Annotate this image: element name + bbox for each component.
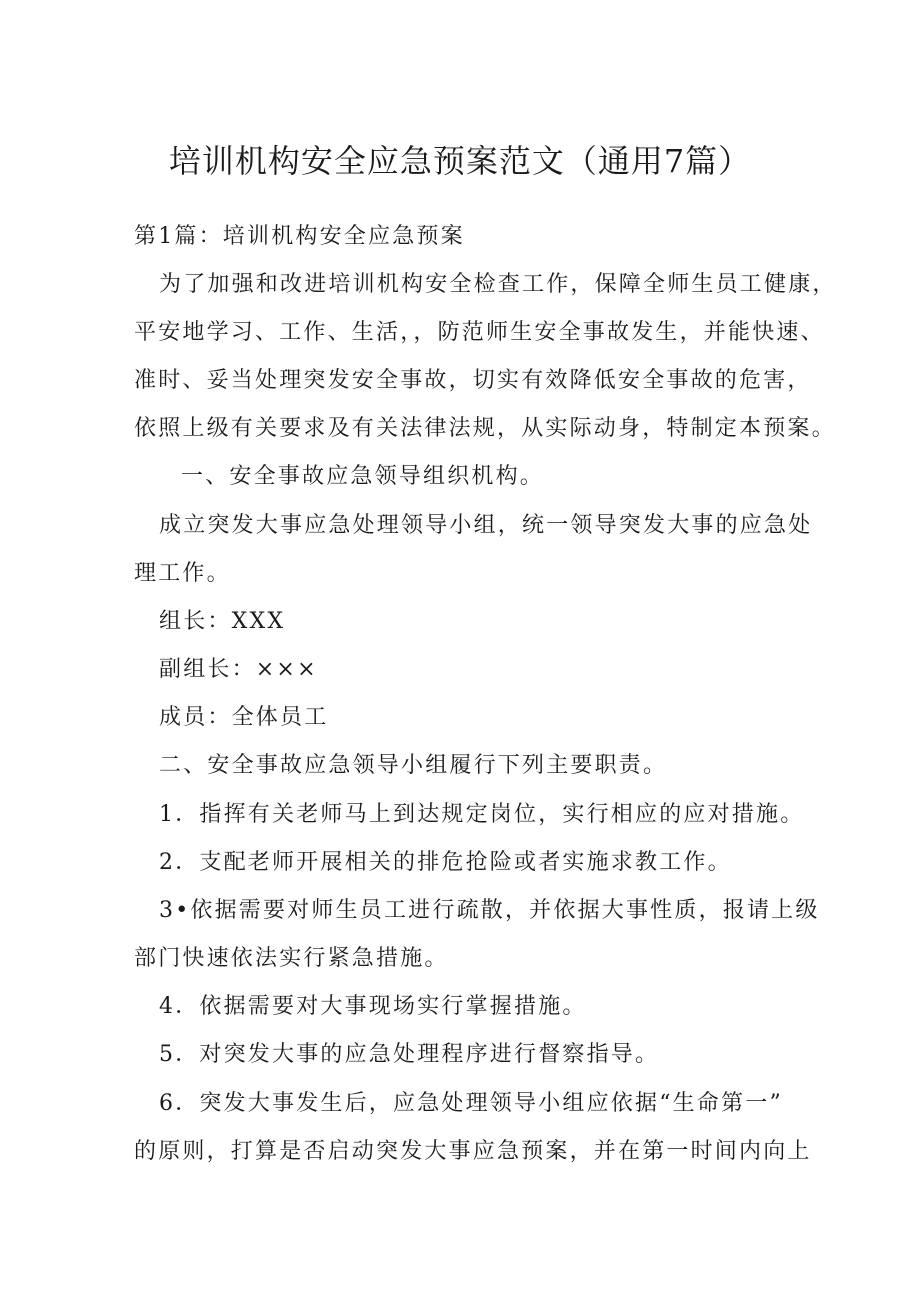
paragraph-line: 平安地学习、工作、生活，，防范师生安全事故发生，并能快速、 — [134, 320, 825, 345]
paragraph-line: 为了加强和改进培训机构安全检查工作，保障全师生员工健康， — [159, 272, 837, 297]
list-item: 4．依据需要对大事现场实行掌握措施。 — [159, 994, 587, 1019]
list-item-continuation: 部门快速依法实行紧急措施。 — [134, 946, 449, 971]
paragraph-line: 理工作。 — [134, 561, 231, 586]
document-title: 培训机构安全应急预案范文（通用7篇） — [168, 142, 752, 180]
subsection-heading-1: 一、安全事故应急领导组织机构。 — [181, 464, 545, 489]
list-item: 6．突发大事发生后，应急处理领导小组应依据“生命第一” — [159, 1091, 783, 1116]
list-item: 5．对突发大事的应急处理程序进行督察指导。 — [159, 1042, 660, 1067]
section-heading-1: 第1篇：培训机构安全应急预案 — [134, 224, 465, 249]
paragraph-line: 成立突发大事应急处理领导小组，统一领导突发大事的应急处 — [159, 513, 813, 538]
deputy-leader-line: 副组长：××× — [159, 657, 318, 682]
members-line: 成员：全体员工 — [159, 705, 329, 730]
subsection-heading-2: 二、安全事故应急领导小组履行下列主要职责。 — [159, 753, 668, 778]
list-item-continuation: 的原则，打算是否启动突发大事应急预案，并在第一时间内向上 — [134, 1139, 812, 1164]
paragraph-line: 准时、妥当处理突发安全事故，切实有效降低安全事故的危害， — [134, 368, 812, 393]
leader-line: 组长：XXX — [159, 609, 286, 634]
paragraph-line: 依照上级有关要求及有关法律法规，从实际动身，特制定本预案。 — [134, 416, 836, 441]
list-item: 2．支配老师开展相关的排危抢险或者实施求教工作。 — [159, 850, 732, 875]
list-item: 3•依据需要对师生员工进行疏散，并依据大事性质，报请上级 — [159, 898, 820, 923]
list-item: 1．指挥有关老师马上到达规定岗位，实行相应的应对措施。 — [159, 802, 805, 827]
